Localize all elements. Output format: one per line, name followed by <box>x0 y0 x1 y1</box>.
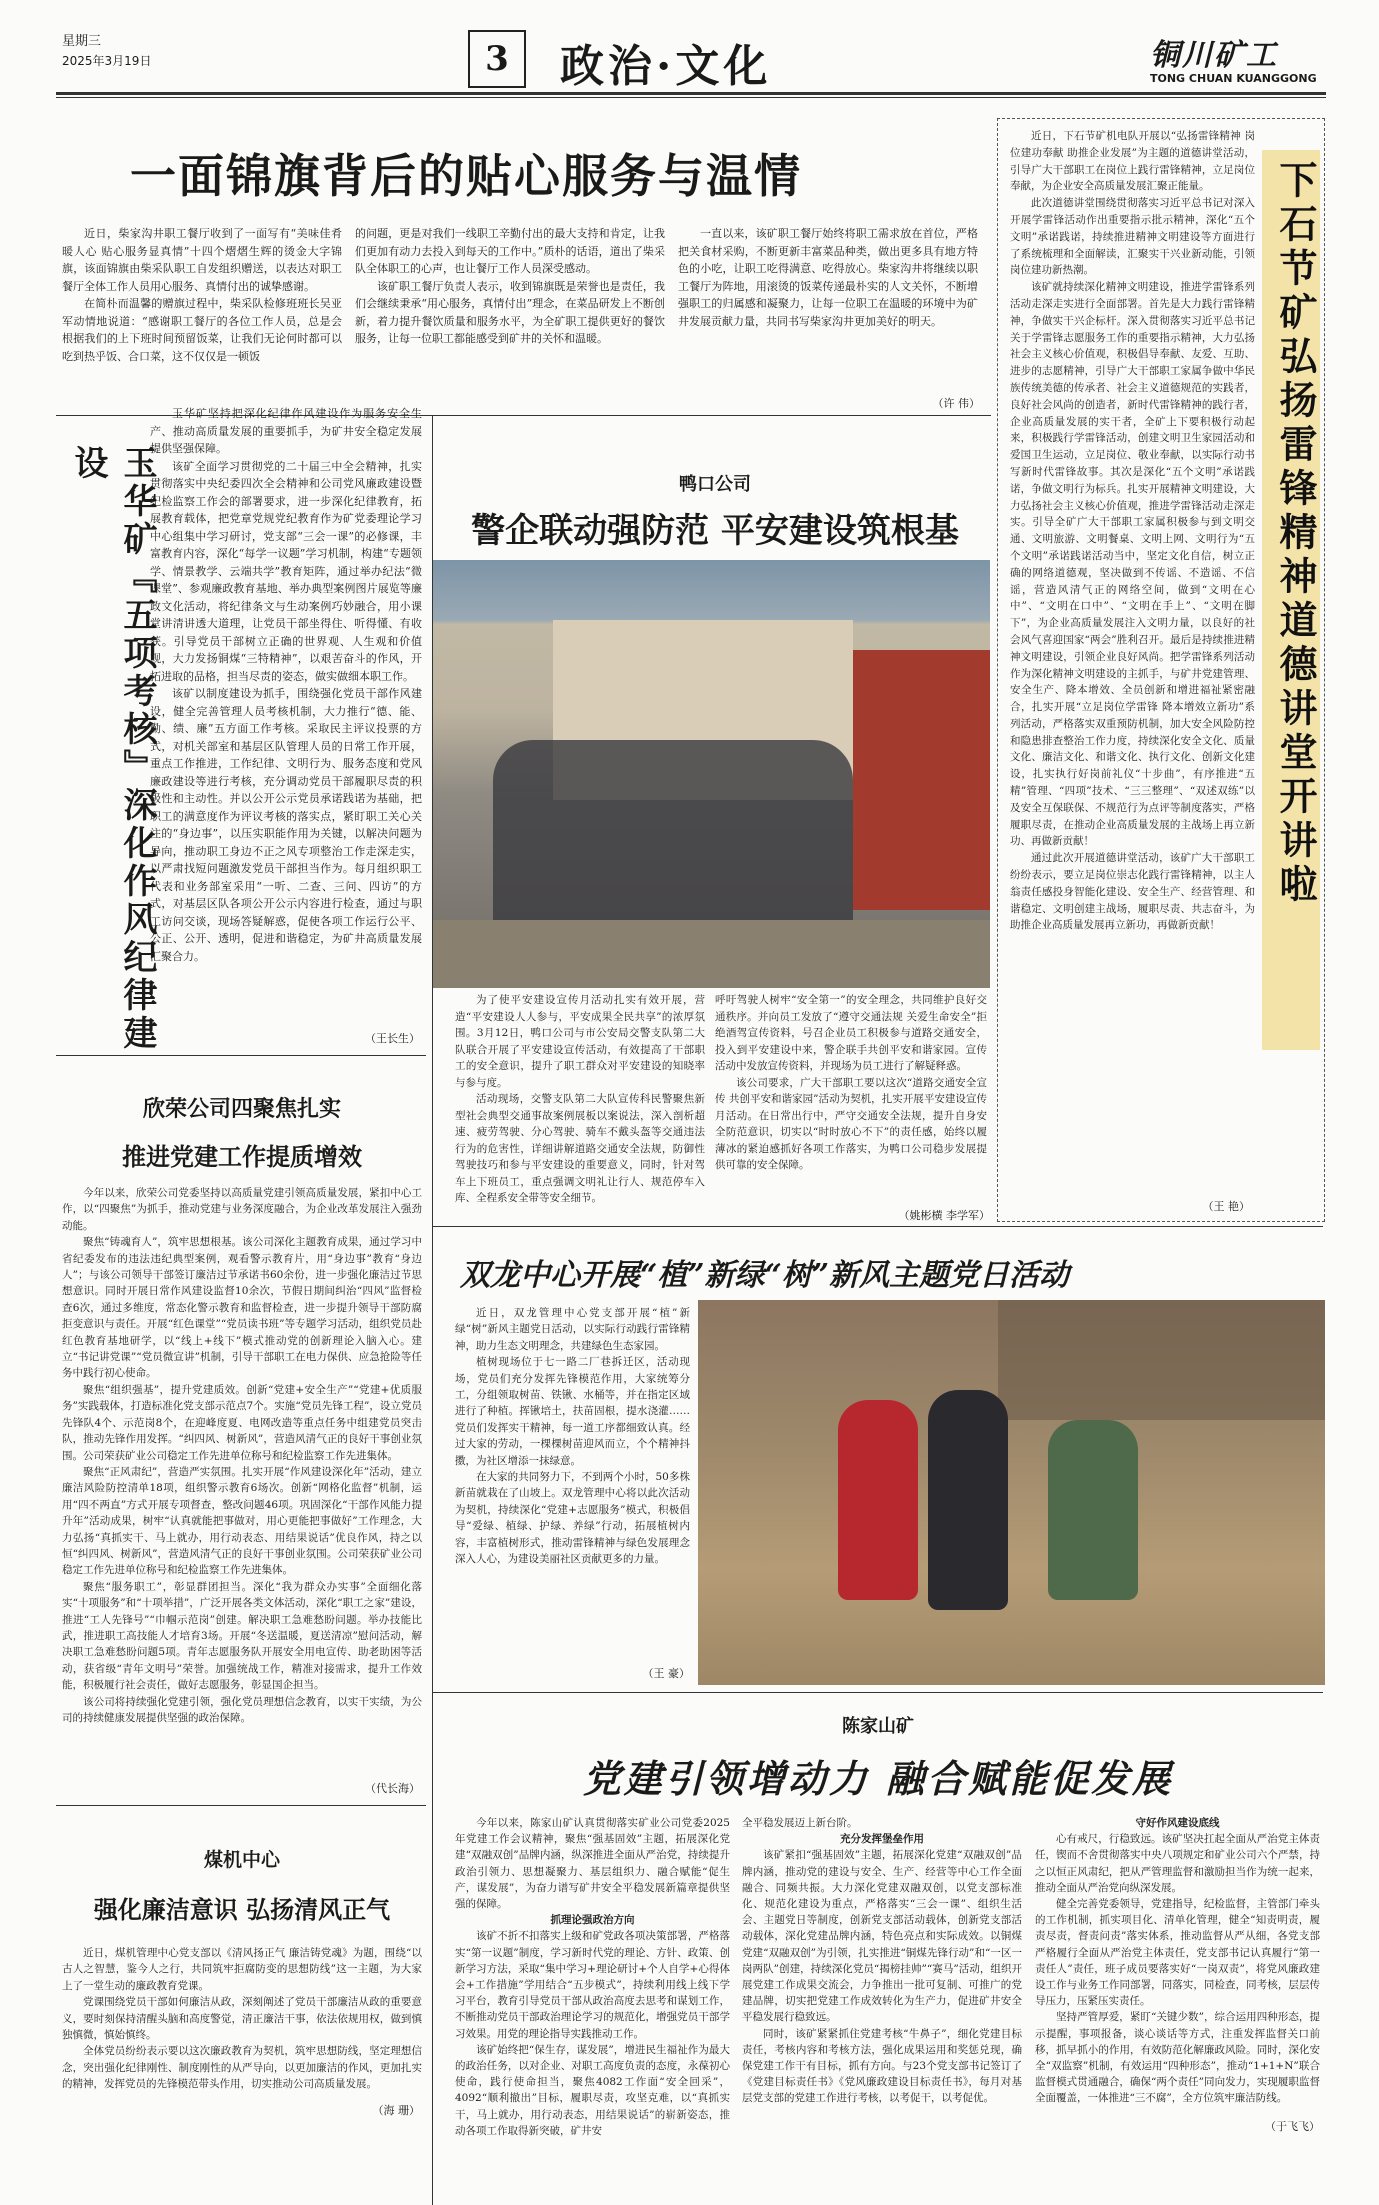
paper-pinyin: TONG CHUAN KUANGGONG <box>1150 72 1317 85</box>
paragraph: 党课围绕党员干部如何廉洁从政，深刻阐述了党员干部廉洁从政的重要意义，要时刻保持清醒头脑和高度警觉，清正廉洁干事，依法依规用权，做到慎独慎微，慎始慎终。 <box>62 1996 422 2042</box>
author: （许 伟） <box>932 397 980 410</box>
divider <box>433 1692 1323 1693</box>
paper-name: 铜川矿工 <box>1150 38 1278 73</box>
paragraph: 该矿全面学习贯彻党的二十届三中全会精神，扎实贯彻落实中央纪委四次全会精神和公司党风廉政建设暨纪检监察工作会的部署要求，进一步深化纪律教育，拓展教育载体，把党章党规党纪教育作为矿党委理论学习中心组集中学习研讨，党支部“三会一课”的必修课，丰富教育内容，深化“每学一议题”学习机制，构建“专题领学、情景教学、云端共学”教育矩阵，通过举办纪法“微课堂”、参观廉政教育基地、举办典型案例图片展览等廉政文化活动，将纪律条文与生动案例巧妙融合，用小课堂讲清讲透大道理，让党员干部坐得住、听得懂、有收获。引导党员干部树立正确的世界观、人生观和价值观，大力发扬铜煤“三特精神”，以艰苦奋斗的作风，开拓进取的品格，担当尽责的姿态，做实做细本职工作。 <box>150 459 422 683</box>
paragraph: 心有戒尺，行稳致远。该矿坚决扛起全面从严治党主体责任，锲而不舍贯彻落实中央八项规定和矿业公司六个严禁，持之以恒正风肃纪，把从严管理监督和激励担当作为统一起来，推动全面从严治党向纵深发展。 <box>1035 1833 1320 1894</box>
worker-dark-jacket <box>928 1390 1008 1610</box>
page-number: 3 <box>485 39 509 79</box>
paragraph: 为了使平安建设宣传月活动扎实有效开展，营造“平安建设人人参与，平安成果全民共享”的浓厚氛围。3月12日，鸭口公司与市公安局交警支队第二大队联合开展了平安建设宣传活动，有效提高了干部职工的安全意识，提升了职工群众对平安建设的知晓率与参与度。 <box>455 994 705 1089</box>
article-kicker: 欣荣公司四聚焦扎实 <box>142 1096 341 1122</box>
author: （代长海） <box>365 1782 420 1795</box>
issue-date: 2025年3月19日 <box>62 54 152 68</box>
weekday: 星期三 <box>62 34 102 49</box>
article-column <box>678 225 978 375</box>
display-board <box>853 650 990 910</box>
article-column <box>455 992 705 1222</box>
paragraph: 聚焦“正风肃纪”，营造严实氛围。扎实开展“作风建设深化年”活动，建立廉洁风险防控清单18项，组织警示教育6场次。创新“网格化监督”机制，运用“四不两直”方式开展专项督查，整改问题46项。巩固深化“干部作风能力提升年”活动成果，树牢“认真就能把事做对，用心更能把事做好”工作理念，大力弘扬“真抓实干、马上就办，用行动表态、用结果说话”优良作风，持之以恒“纠四风、树新风”，营造风清气正的良好干事创业氛围。公司荣获矿业公司稳定工作先进单位称号和纪检监察工作先进集体。 <box>62 1465 422 1577</box>
vertical-headline: 玉华矿『五项考核』深化作风纪律建设 <box>68 445 157 1053</box>
masthead-rule <box>56 92 1326 95</box>
paragraph: 一直以来，该矿职工餐厅始终将职工需求放在首位，严格把关食材采购，不断更新丰富菜品种类，做出更多具有地方特色的小吃，让职工吃得满意、吃得放心。柴家沟井将继续以职工餐厅为阵地，用滚烫的饭菜传递最朴实的人文关怀，不断增强职工的归属感和凝聚力，让每一位职工在温暖的环境中为矿井发展贡献力量，共同书写柴家沟井更加美好的明天。 <box>678 227 978 328</box>
article-column <box>742 1815 1022 2130</box>
paragraph: 聚焦“组织强基”，提升党建质效。创新“党建+安全生产”“党建+优质服务”实践载体，打造标准化党支部示范点7个。实施“党员先锋工程”，设立党员先锋队4个、示范岗8个，在迎峰度夏、电网改造等重点任务中组建党员突击队，推动先锋作用发挥。“纠四风、树新风”，营造风清气正的良好干事创业氛围。公司荣获矿业公司稳定工作先进单位称号和纪检监察工作先进集体。 <box>62 1383 422 1462</box>
paragraph: 同时，该矿紧紧抓住党建考核“牛鼻子”，细化党建目标责任，考核内容和考核方法，强化成果运用和奖惩兑现，确保党建工作干有目标，抓有方向。与23个党支部书记签订了《党建目标责任书》《党风廉政建设目标责任书》，每月对基层党支部的党建工作进行考核，以考促干，以考促优。 <box>742 2027 1022 2105</box>
paragraph: 全体党员纷纷表示要以这次廉政教育为契机，筑牢思想防线，坚定理想信念，突出强化纪律刚性、制度刚性的从严导向，以更加廉洁的作风，更加扎实的精神，发挥党员的先锋模范带头作用，切实推动公司高质量发展。 <box>62 2045 422 2091</box>
paragraph: 坚持严管厚爱，紧盯“关键少数”，综合运用四种形态，提示提醒，事项报备，谈心谈话等方式，注重发挥监督关口前移，抓早抓小的作用，有效防范化解廉政风险。同时，深化安全“双监察”机制，有效运用“四种形态”，推动“1+1+N”联合监督模式贯通融合，确保“两个责任”同向发力，实现履职监督全面覆盖，一体推进“三不腐”，全方位筑牢廉洁防线。 <box>1035 2011 1320 2105</box>
article-column <box>62 1945 422 2095</box>
article-title: 双龙中心开展“植”新绿“树”新风主题党日活动 <box>460 1258 1070 1293</box>
article-column <box>1035 1815 1320 2115</box>
article-column <box>62 225 342 425</box>
paragraph: 此次道德讲堂围绕贯彻落实习近平总书记对深入开展学雷锋活动作出重要指示批示精神，深化“五个文明”承诺践诺，持续推进精神文明建设等方面进行了系统梳理和全面解读，汇聚实干兴业新动能，引领岗位建功新热潮。 <box>1010 197 1255 277</box>
paragraph: 聚焦“服务职工”，彰显群团担当。深化“我为群众办实事”全面细化落实“十项服务”和“十项举措”，广泛开展各类文体活动，深化“职工之家”建设，推进“工人先锋号”“巾帼示范岗”创建。解决职工急难愁盼问题。举办技能比武，推进职工高技能人才培育3场。开展“冬送温暖，夏送清凉”慰问活动，解决职工急难愁盼问题5项。青年志愿服务队开展安全用电宣传、助老助困等活动，获省级“青年文明号”荣誉。加强统战工作，精准对接需求，提升工作效能，积极履行社会责任，做好志愿服务，彰显国企担当。 <box>62 1580 422 1692</box>
subheading: 充分发挥堡垒作用 <box>840 1833 924 1846</box>
author: （姚彬横 李学军） <box>898 1209 990 1222</box>
worker-red-vest <box>838 1400 918 1600</box>
paragraph: 的问题，更是对我们一线职工辛勤付出的最大支持和肯定，让我们更加有动力去投入到每天的工作中。”质朴的话语，道出了柴采队全体职工的心声，也让餐厅工作人员深受感动。 <box>355 227 665 275</box>
tree-planting-photo <box>698 1300 1325 1685</box>
article-column <box>455 1305 690 1690</box>
article-column <box>62 1185 422 1775</box>
author: （王长生） <box>365 1032 420 1045</box>
paragraph: 近日，下石节矿机电队开展以“弘扬雷锋精神 岗位建功奉献 助推企业发展”为主题的道德讲堂活动，引导广大干部职工在岗位上践行雷锋精神，立足岗位奉献，为企业安全高质量发展汇聚正能量。 <box>1010 130 1255 193</box>
article-title: 一面锦旗背后的贴心服务与温情 <box>130 149 802 203</box>
paragraph: 呼吁驾驶人树牢“安全第一”的安全理念，共同维护良好交通秩序。并向员工发放了“遵守交通法规 关爱生命安全”拒绝酒驾宣传资料，号召企业员工积极参与道路交通安全，投入到平安建设中来，警企联手共创平安和谐家园。宣传活动中发放宣传资料，并现场为员工进行了解疑释惑。 <box>715 994 987 1072</box>
paragraph: 活动现场，交警支队第二大队宣传科民警聚焦新型社会典型交通事故案例展板以案说法，深入剖析超速、疲劳驾驶、分心驾驶、骑车不戴头盔等交通违法行为的危害性，详细讲解道路交通安全法规，防御性驾驶技巧和参与平安建设的重要意义，同时，针对驾车上下班员工，重点强调文明礼让行人、规范停车入库、全程系安全带等安全细节。 <box>455 1093 705 1204</box>
paragraph: 植树现场位于七一路二厂巷拆迁区，活动现场，党员们充分发挥先锋模范作用，大家统筹分工，分组领取树苗、铁锹、水桶等，并在指定区域进行了种植。挥锹培土，扶苗固根，提水浇灌……党员们发挥实干精神，每一道工序都细致认真。经过大家的劳动，一棵棵树苗迎风而立，个个精神抖擞，为社区增添一抹绿意。 <box>455 1356 690 1467</box>
paragraph: 在简朴而温馨的赠旗过程中，柴采队检修班班长吴亚军动情地说道：“感谢职工餐厅的各位工作人员，总是会根据我们的上下班时间预留饭菜，让我们无论何时都可以吃到热乎饭、合口菜，这不仅仅是一顿饭 <box>62 297 342 363</box>
divider <box>433 1226 1323 1227</box>
paragraph: 该矿职工餐厅负责人表示，收到锦旗既是荣誉也是责任，我们会继续秉承“用心服务，真情付出”理念，在菜品研发上不断创新，着力提升餐饮质量和服务水平，为全矿职工提供更好的餐饮服务，让每一位职工都能感受到矿井的关怀和温暖。 <box>355 279 665 345</box>
paragraph: 今年以来，陈家山矿认真贯彻落实矿业公司党委2025年党建工作会议精神，聚焦“强基固效”主题，拓展深化党建“双融双创”品牌内涵，纵深推进全面从严治党，持续提升政治引领力、思想凝聚力、基层组织力、融合赋能“促生产，谋发展”，为奋力谱写矿井安全平稳发展新篇章提供坚强的保障。 <box>455 1817 730 1911</box>
worker-green-shirt <box>1048 1420 1138 1600</box>
author: （王 艳） <box>1202 1200 1250 1213</box>
page-number-box <box>468 30 526 88</box>
paragraph: 今年以来，欣荣公司党委坚持以高质量党建引领高质量发展，紧扣中心工作，以“四聚焦”为抓手，推动党建与业务深度融合，为企业改革发展注入强劲动能。 <box>62 1187 422 1232</box>
divider <box>56 1805 426 1806</box>
paragraph: 该矿以制度建设为抓手，围绕强化党员干部作风建设，健全完善管理人员考核机制，大力推行“德、能、勤、绩、廉”五方面工作考核。采取民主评议投票的方式，对机关部室和基层区队管理人员的日常工作开展，重点工作推进，工作纪律、文明行为、服务态度和党风廉政建设等进行考核，充分调动党员干部履职尽责的积极性和主动性。并以公开公示党员承诺践诺为基础，把职工的满意度作为评议考核的落实点，紧盯职工关心关注的“身边事”，以压实职能作用为关键，以解决问题为导向，推动职工身边不正之风专项整治工作走深走实，以严肃找短问题激发党员干部担当作为。每月组织职工代表和业务部室采用“一听、二查、三问、四访”的方式，对基层区队各项公开公示内容进行检查，通过与职工访问交谈，现场答疑解惑，促使各项工作运行公平、公正、公开、透明，促进和谐稳定，为矿井高质量发展汇聚合力。 <box>150 687 422 963</box>
article-kicker: 陈家山矿 <box>842 1716 914 1737</box>
crowd <box>493 740 853 940</box>
article-title: 党建引领增动力 融合赋能促发展 <box>582 1756 1174 1801</box>
article-title: 警企联动强防范 平安建设筑根基 <box>471 511 959 551</box>
subheading: 抓理论强政治方向 <box>550 1914 635 1927</box>
author: （海 珊） <box>372 2104 420 2117</box>
divider <box>56 1055 426 1056</box>
paragraph: 聚焦“铸魂育人”，筑牢思想根基。该公司深化主题教育成果，通过学习中省纪委发布的违法违纪典型案例，观看警示教育片，用“身边事”教育“身边人”；与该公司领导干部签订廉洁过节承诺书60余份，进一步强化廉洁过节思想意识。同时开展日常作风建设监督10余次，节假日期间纠治“四风”监督检查6次，通过多维度，常态化警示教育和监督检查，进一步提升领导干部防腐拒变意识与责任。开展“红色课堂”“党员读书班”等专题学习活动，组织党员赴红色教育基地研学，以“线上+线下”模式推动党的创新理论入脑入心。建立“书记讲党课”“党员微宣讲”机制，引导干部职工在电力保供、应急抢险等任务中践行初心使命。 <box>62 1236 422 1380</box>
paragraph: 该公司将持续强化党建引领，强化党员理想信念教育，以实干实绩，为公司的持续健康发展提供坚强的政治保障。 <box>62 1695 422 1724</box>
article-column <box>455 1815 730 2137</box>
article-column <box>150 405 422 1025</box>
bare-trees <box>998 1300 1325 1420</box>
paragraph: 全平稳发展迈上新台阶。 <box>742 1817 858 1829</box>
author: （于飞飞） <box>1265 2120 1320 2133</box>
masthead-rule-thin <box>56 97 1326 98</box>
paragraph: 该矿始终把“保生存，谋发展”，增进民生福祉作为最大的政治任务，以对企业、对职工高度负责的态度，永葆初心使命，践行使命担当，聚焦4082工作面“安全回采”，4092“顺利撤出”目标，履职尽责，攻坚克难，以“真抓实干，马上就办，用行动表态，用结果说话”的崭新姿态，推动各项工作取得新突破，矿井安 <box>455 2043 730 2137</box>
article-column <box>355 225 665 425</box>
author: （王 豪） <box>642 1667 690 1680</box>
paragraph: 近日，双龙管理中心党支部开展“植”新绿“树”新风主题党日活动，以实际行动践行雷锋精神，助力生态文明理念，共建绿色生态家园。 <box>455 1307 690 1352</box>
paragraph: 该矿紧扣“强基固效”主题，拓展深化党建“双融双创”品牌内涵，推动党的建设与安全、生产、经营等中心工作全面融合、同频共振。大力深化党建双融双创，以党支部标准化、规范化建设为重点，严格落实“三会一课”、组织生活会、主题党日等制度，创新党支部活动载体，创新党支部活动载体，深化党建品牌内涵，特色亮点和实际成效。以铜煤党建“双融双创”为引领，扎实推进“铜煤先锋行动”和“一区一岗两队”创建，持续深化党员“揭榜挂帅”“赛马”活动，组织开展党建工作成果交流会，力争推出一批可复制、可推广的党建品牌，切实把党建工作成效转化为生产力，促进矿井安全平稳发展行稳致远。 <box>742 1849 1022 2024</box>
police-briefing-photo <box>433 560 990 988</box>
subheading: 守好作风建设底线 <box>1135 1817 1220 1829</box>
paragraph: 近日，煤机管理中心党支部以《清风扬正气 廉洁铸党魂》为题，围绕“以古人之智慧，鉴今人之行，共同筑牢拒腐防变的思想防线”这一主题，为大家上了一堂生动的廉政教育党课。 <box>62 1947 422 1992</box>
section-title: 政治·文化 <box>560 41 772 92</box>
article-title: 推进党建工作提质增效 <box>122 1142 362 1171</box>
paragraph: 该公司要求，广大干部职工要以这次“道路交通安全宣传 共创平安和谐家园”活动为契机，扎实开展平安建设宣传月活动。在日常出行中，严守交通安全法规，提升自身安全防范意识，切实以“时时放心不下”的责任感，始终以履薄冰的紧迫感抓好各项工作落实，为鸭口公司稳步发展提供可靠的安全保障。 <box>715 1076 987 1171</box>
paragraph: 通过此次开展道德讲堂活动，该矿广大干部职工纷纷表示，要立足岗位崇志化践行雷锋精神，以主人翁责任感投身智能化建设、安全生产、经营管理、和谐稳定、文明创建主战场，履职尽责、共志奋斗，为助推企业高质量发展再立新功，再做新贡献！ <box>1010 852 1255 932</box>
article-kicker: 鸭口公司 <box>679 474 751 495</box>
paragraph: 该矿就持续深化精神文明建设，推进学雷锋系列活动走深走实进行全面部署。首先是大力践行雷锋精神，争做实干兴企标杆。深入贯彻落实习近平总书记关于学雷锋志愿服务工作的重要指示精神，大力弘扬社会主义核心价值观，积极倡导奉献、友爱、互助、进步的志愿精神，引导广大干部职工家属争做中华民族传统美德的传承者、社会主义道德规范的实践者，良好社会风尚的创造者，新时代雷锋精神的践行者，企业高质量发展的实干者，全矿上下要积极行动起来，积极践行学雷锋活动，创建文明卫生家园活动和爱国卫生运动，立足岗位、敬业奉献，以实际行动书写新时代雷锋故事。其次是深化“五个文明”承诺践诺，争做文明行为标兵。扎实开展精神文明建设，大力弘扬社会主义核心价值观，推进学雷锋活动走深走实。引导全矿广大干部职工家属积极参与到文明交通、文明旅游、文明餐桌、文明上网、文明行为“五个文明”承诺践诺活动当中，坚定文化自信，树立正确的网络道德观，坚决做到不传谣、不造谣、不信谣，营造风清气正的网络空间，做到“文明在心中”、“文明在口中”、“文明在手上”、“文明在脚下”，为企业高质量发展注入文明力量，以良好的社会风气喜迎国家“两会”胜利召开。最后是持续推进精神文明建设，引领企业良好风尚。把学雷锋系列活动作为深化精神文明建设的主抓手，与矿井党建管理、安全生产、降本增效、全员创新和增进福祉紧密融合，扎实开展“立足岗位学雷锋 降本增效立新功”系列活动，严格落实双重预防机制，加大安全风险防控和隐患排查整治工作力度，持续深化安全文化、质量文化、廉洁文化、和谐文化、执行文化、创新文化建设，扎实执行好岗前礼仪“十步曲”，有序推进“五精”管理、“四项”技术、“三三整理”、“双述双练”以及安全互保联保、不规范行为点评等制度落实，严格履职尽责，在推动企业高质量发展的主战场上再立新功、再做新贡献！ <box>1010 281 1255 848</box>
vertical-headline: 下石节矿弘扬雷锋精神道德讲堂开讲啦 <box>1273 160 1318 908</box>
paragraph: 玉华矿坚持把深化纪律作风建设作为服务安全生产、推动高质量发展的重要抓手，为矿井安全稳定发展提供坚强保障。 <box>150 407 422 455</box>
paragraph: 近日，柴家沟井职工餐厅收到了一面写有“美味佳肴暖人心 贴心服务显真情”十四个熠熠生辉的烫金大字锦旗，该面锦旗由柴采队职工自发组织赠送，以表达对职工餐厅全体工作人员用心服务、真情付出的诚挚感谢。 <box>62 227 342 293</box>
paragraph: 在大家的共同努力下，不到两个小时，50多株新苗就栽在了山坡上。双龙管理中心将以此次活动为契机，持续深化“党建+志愿服务”模式，积极倡导“爱绿、植绿、护绿、养绿”行动，拓展植树内容，丰富植树形式，推动雷锋精神与绿色发展理念深入人心，为建设美丽社区贡献更多的力量。 <box>455 1471 690 1566</box>
article-title: 强化廉洁意识 弘扬清风正气 <box>93 1895 391 1924</box>
paragraph: 健全完善党委领导，党建指导，纪检监督，主管部门牵头的工作机制，抓实项目化、清单化管理，健全“知责明责，履责尽责，督责问责”落实体系，推动监督从严从细，各党支部严格履行全面从严治党主体责任，党支部书记认真履行“第一责任人”责任，班子成员要落实好“一岗双责”，将党风廉政建设工作与业务工作同部署，同落实，同检查，同考核，层层传导压力，压紧压实责任。 <box>1035 1898 1320 2008</box>
article-column <box>1010 128 1255 1200</box>
ground <box>433 920 990 988</box>
paragraph: 该矿不折不扣落实上级和矿党政各项决策部署，严格落实“第一议题”制度，学习新时代党的理论、方针、政策、创新学习方法，采取“集中学习+理论研讨+个人自学+心得体会+工作措施”学用结合“五步模式”，持续利用线上线下学习平台，教育引导党员干部从政治高度去思考和谋划工作，不断推动党员干部政治理论学习的规范化，增强党员干部学习效果。用党的理论指导实践推动工作。 <box>455 1930 730 2040</box>
article-kicker: 煤机中心 <box>203 1849 280 1871</box>
article-column <box>715 992 987 1207</box>
